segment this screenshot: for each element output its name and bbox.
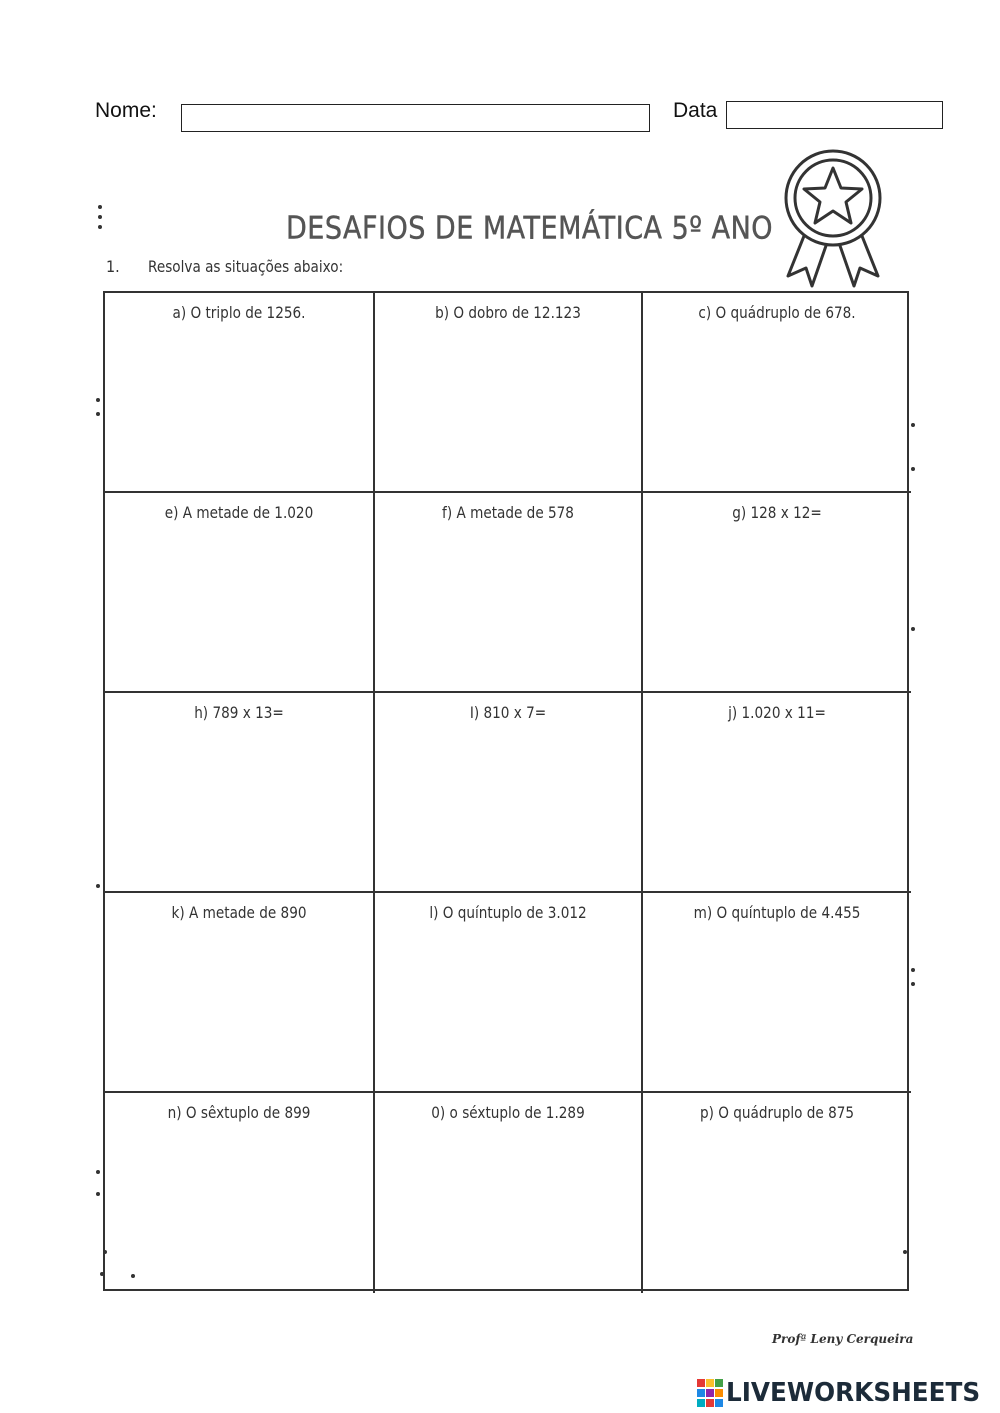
- name-label: Nome:: [95, 99, 157, 122]
- exercise-cell: [375, 493, 643, 693]
- scan-dot: [100, 1272, 104, 1276]
- exercise-prompt: j) 1.020 x 11=: [728, 703, 826, 722]
- instruction-text: Resolva as situações abaixo:: [148, 257, 344, 276]
- exercise-cell: [643, 493, 911, 693]
- exercise-prompt: e) A metade de 1.020: [164, 503, 314, 522]
- name-field[interactable]: [181, 104, 650, 132]
- answer-area[interactable]: [385, 333, 631, 481]
- exercise-cell: [105, 893, 375, 1093]
- worksheet-title: DESAFIOS DE MATEMÁTICA 5º ANO: [286, 211, 774, 247]
- scan-dot: [98, 225, 102, 229]
- answer-area[interactable]: [115, 733, 363, 881]
- scan-dot: [911, 982, 915, 986]
- star-ribbon-badge-icon: [778, 148, 888, 288]
- exercise-prompt: m) O quíntuplo de 4.455: [693, 903, 861, 922]
- exercise-grid: [103, 291, 909, 1291]
- answer-area[interactable]: [115, 933, 363, 1081]
- exercise-cell: [643, 293, 911, 493]
- answer-area[interactable]: [115, 333, 363, 481]
- exercise-prompt: b) O dobro de 12.123: [435, 303, 581, 322]
- exercise-cell: [105, 493, 375, 693]
- answer-area[interactable]: [385, 933, 631, 1081]
- exercise-prompt: g) 128 x 12=: [732, 503, 822, 522]
- scan-dot: [96, 412, 100, 416]
- exercise-prompt: 0) o séxtuplo de 1.289: [431, 1103, 585, 1122]
- exercise-prompt: k) A metade de 890: [171, 903, 307, 922]
- scan-dot: [911, 627, 915, 631]
- answer-area[interactable]: [653, 733, 901, 881]
- exercise-cell: [105, 1093, 375, 1293]
- brand-name: LIVEWORKSHEETS: [726, 1378, 981, 1408]
- scan-dot: [103, 1250, 107, 1254]
- answer-area[interactable]: [385, 533, 631, 681]
- exercise-prompt: f) A metade de 578: [442, 503, 574, 522]
- date-label: Data: [673, 99, 718, 122]
- scan-dot: [96, 1192, 100, 1196]
- exercise-prompt: l) O quíntuplo de 3.012: [429, 903, 587, 922]
- scan-dot: [911, 423, 915, 427]
- answer-area[interactable]: [653, 333, 901, 481]
- liveworksheets-brand[interactable]: [697, 1376, 994, 1410]
- scan-dot: [98, 215, 102, 219]
- exercise-cell: [105, 293, 375, 493]
- exercise-prompt: h) 789 x 13=: [194, 703, 284, 722]
- question-number: 1.: [106, 257, 120, 276]
- exercise-prompt: I) 810 x 7=: [469, 703, 547, 722]
- answer-area[interactable]: [385, 733, 631, 881]
- answer-area[interactable]: [653, 933, 901, 1081]
- exercise-cell: [643, 693, 911, 893]
- answer-area[interactable]: [115, 533, 363, 681]
- answer-area[interactable]: [653, 533, 901, 681]
- answer-area[interactable]: [385, 1133, 631, 1283]
- scan-dot: [96, 398, 100, 402]
- scan-dot: [96, 884, 100, 888]
- exercise-cell: [375, 893, 643, 1093]
- exercise-cell: [643, 893, 911, 1093]
- exercise-prompt: c) O quádruplo de 678.: [698, 303, 856, 322]
- exercise-cell: [643, 1093, 911, 1293]
- scan-dot: [911, 968, 915, 972]
- exercise-cell: [375, 293, 643, 493]
- scan-dot: [131, 1274, 135, 1278]
- liveworksheets-logo-icon: [697, 1379, 723, 1407]
- exercise-cell: [375, 1093, 643, 1293]
- date-field[interactable]: [726, 101, 943, 129]
- scan-dot: [96, 1170, 100, 1174]
- teacher-signature: Profª Leny Cerqueira: [772, 1332, 914, 1346]
- answer-area[interactable]: [115, 1133, 363, 1283]
- exercise-prompt: p) O quádruplo de 875: [699, 1103, 855, 1122]
- exercise-cell: [375, 693, 643, 893]
- exercise-prompt: a) O triplo de 1256.: [172, 303, 306, 322]
- answer-area[interactable]: [653, 1133, 901, 1283]
- scan-dot: [903, 1250, 907, 1254]
- scan-dot: [98, 205, 102, 209]
- exercise-cell: [105, 693, 375, 893]
- exercise-prompt: n) O sêxtuplo de 899: [167, 1103, 311, 1122]
- scan-dot: [911, 467, 915, 471]
